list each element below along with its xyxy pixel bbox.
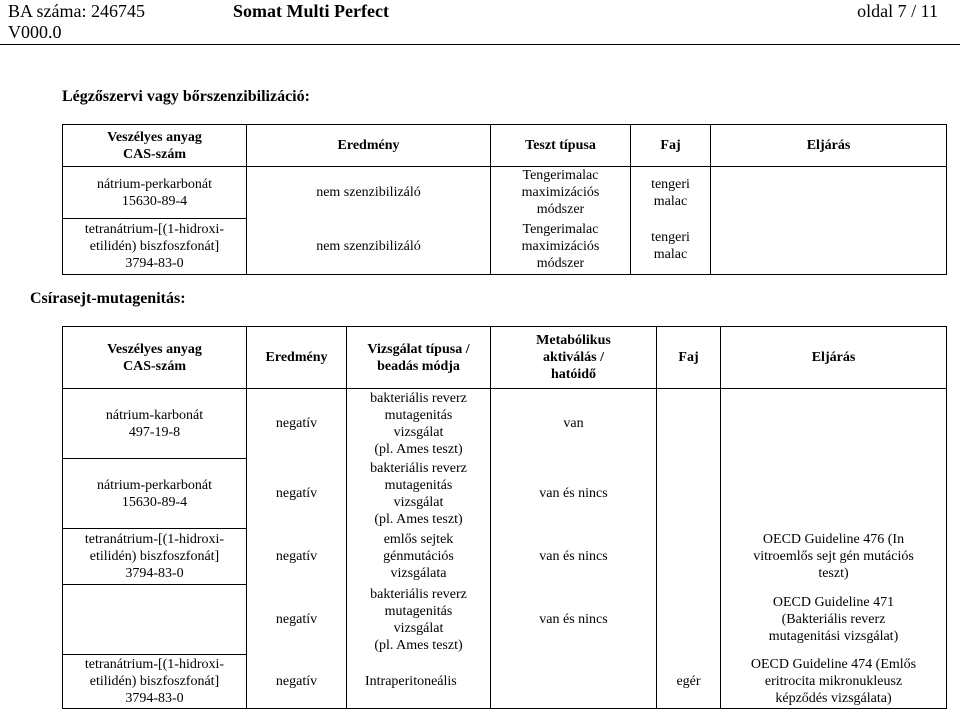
cell-method: OECD Guideline 476 (In vitroemlős sejt gén mutációs teszt) [721, 529, 947, 585]
cell-activation: van és nincs [491, 585, 657, 655]
cell-test: bakteriális reverz mutagenitás vizsgálat (pl. Ames teszt) [347, 389, 491, 459]
cell-method [721, 459, 947, 529]
header-result: Eredmény [247, 125, 491, 167]
table-row [63, 585, 947, 655]
cell-activation: van [491, 389, 657, 459]
cell-species [657, 459, 721, 529]
cell-species [657, 585, 721, 655]
cell-substance: tetranátrium-[(1-hidroxi- etilidén) biszfoszfonát] 3794-83-0 [63, 219, 247, 275]
product-name: Somat Multi Perfect [233, 1, 389, 21]
table-row [63, 389, 947, 459]
cell-test: Intraperitoneális [347, 655, 491, 709]
cell-method: OECD Guideline 471 (Bakteriális reverz mutagenitási vizsgálat) [721, 585, 947, 655]
cell-test: bakteriális reverz mutagenitás vizsgálat (pl. Ames teszt) [347, 459, 491, 529]
cell-activation: van és nincs [491, 529, 657, 585]
header-method: Eljárás [711, 125, 947, 167]
header-activation: Metabólikus aktiválás / hatóidő [491, 327, 657, 389]
table-header-row [63, 327, 947, 389]
header-method: Eljárás [721, 327, 947, 389]
ba-number: BA száma: 246745 [8, 1, 145, 21]
section-title-sensitization: Légzőszervi vagy bőrszenzibilizáció: [62, 88, 310, 105]
table-row [63, 529, 947, 585]
header-test: Teszt típusa [491, 125, 631, 167]
page-header [0, 0, 960, 44]
cell-substance [63, 585, 247, 655]
cell-substance: tetranátrium-[(1-hidroxi- etilidén) biszfoszfonát] 3794-83-0 [63, 529, 247, 585]
cell-substance: nátrium-perkarbonát 15630-89-4 [63, 167, 247, 219]
table-row [63, 167, 947, 219]
cell-result: negatív [247, 459, 347, 529]
cell-result: negatív [247, 529, 347, 585]
cell-result: nem szenzibilizáló [247, 219, 491, 275]
sensitization-table [62, 124, 947, 275]
cell-method [711, 219, 947, 275]
cell-species: tengeri malac [631, 219, 711, 275]
table-row [63, 219, 947, 275]
cell-method [721, 389, 947, 459]
cell-test: Tengerimalac maximizációs módszer [491, 219, 631, 275]
cell-species: tengeri malac [631, 167, 711, 219]
header-substance: Veszélyes anyag CAS-szám [63, 125, 247, 167]
cell-species: egér [657, 655, 721, 709]
cell-test: emlős sejtek génmutációs vizsgálata [347, 529, 491, 585]
section-title-mutagenicity: Csírasejt-mutagenitás: [30, 290, 186, 307]
cell-result: negatív [247, 585, 347, 655]
cell-method: OECD Guideline 474 (Emlős eritrocita mikronukleusz képződés vizsgálata) [721, 655, 947, 709]
cell-test: bakteriális reverz mutagenitás vizsgálat (pl. Ames teszt) [347, 585, 491, 655]
page-number: oldal 7 / 11 [857, 1, 938, 21]
table-row [63, 655, 947, 709]
cell-substance: nátrium-perkarbonát 15630-89-4 [63, 459, 247, 529]
cell-result: nem szenzibilizáló [247, 167, 491, 219]
header-divider [0, 44, 960, 45]
mutagenicity-table [62, 326, 947, 709]
header-test: Vizsgálat típusa / beadás módja [347, 327, 491, 389]
table-row [63, 459, 947, 529]
table-header-row [63, 125, 947, 167]
cell-substance: tetranátrium-[(1-hidroxi- etilidén) biszfoszfonát] 3794-83-0 [63, 655, 247, 709]
header-result: Eredmény [247, 327, 347, 389]
cell-substance: nátrium-karbonát 497-19-8 [63, 389, 247, 459]
header-substance: Veszélyes anyag CAS-szám [63, 327, 247, 389]
cell-result: negatív [247, 655, 347, 709]
cell-test: Tengerimalac maximizációs módszer [491, 167, 631, 219]
cell-result: negatív [247, 389, 347, 459]
cell-activation: van és nincs [491, 459, 657, 529]
cell-species [657, 529, 721, 585]
cell-species [657, 389, 721, 459]
header-species: Faj [631, 125, 711, 167]
version: V000.0 [8, 22, 62, 42]
header-species: Faj [657, 327, 721, 389]
cell-activation [491, 655, 657, 709]
cell-method [711, 167, 947, 219]
